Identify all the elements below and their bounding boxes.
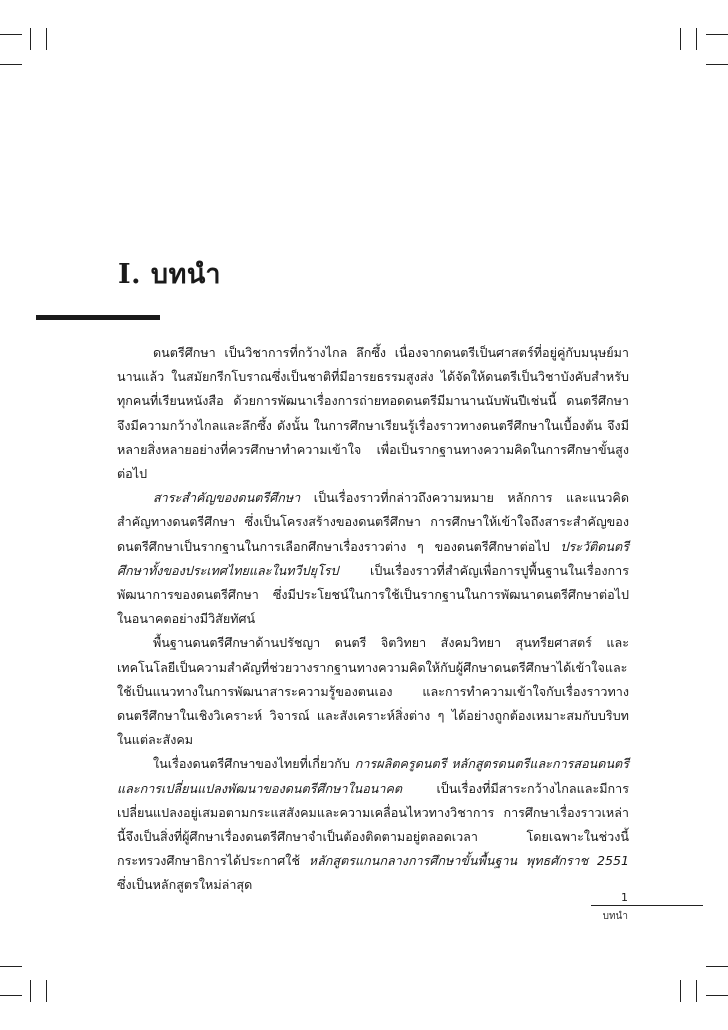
paragraph-thai-music-education — [117, 752, 629, 897]
italic-term: หลักสูตรแกนกลางการศึกษาขั้นพื้นฐาน พุทธศักราช 2551 — [308, 853, 630, 869]
text-run: ดนตรีศึกษา เป็นวิชาการที่กว้างไกล ลึกซึ้ง เนื่องจากดนตรีเป็นศาสตร์ที่อยู่คู่กับมนุษย์มานานแล้ว ในสมัยกรีกโบราณซึ่งเป็นชาติที่มีอารยธรรมสูงส่ง ได้จัดให้ดนตรีเป็นวิชาบังคับสำหรับทุกคนที่เรียนหนังสือ ด้วยการพัฒนาเรื่องการถ่ายทอดดนตรีมีมานานนับพันปีเช่นนี้ ดนตรีศึกษาจึงมีความกว้างไกลและลึกซึ้ง ดังนั้น ในการศึกษาเรียนรู้เรื่องราวทางดนตรีศึกษาในเบื้องต้น จึงมีหลายสิ่งหลายอย่างที่ควรศึกษาทำความเข้าใจ เพื่อเป็นรากฐานทางความคิดในการศึกษาขั้นสูงต่อไป — [117, 345, 629, 482]
italic-term: ประวัติดนตรีศึกษาทั้งของประเทศไทยและในทวีปยุโรป — [117, 538, 629, 578]
crop-mark — [46, 980, 47, 1002]
crop-mark — [696, 980, 697, 1002]
chapter-title: I. บทนำ — [118, 259, 221, 290]
crop-mark — [30, 980, 31, 1002]
text-run: เป็นเรื่องราวที่กล่าวถึงความหมาย หลักการ และแนวคิดสำคัญทางดนตรีศึกษา ซึ่งเป็นโครงสร้างของดนตรีศึกษา การศึกษาให้เข้าใจถึงสาระสำคัญของดนตรีศึกษาเป็นรากฐานในการเลือกศึกษาเรื่องราวต่าง ๆ ของดนตรีศึกษาต่อไป — [117, 490, 629, 554]
crop-mark — [0, 64, 22, 65]
crop-mark — [0, 995, 22, 996]
crop-mark — [0, 966, 22, 967]
paragraph-intro — [117, 341, 629, 486]
running-footer: บทนำ — [602, 911, 628, 922]
crop-mark — [680, 980, 681, 1002]
footer-rule — [591, 905, 703, 906]
crop-mark — [0, 34, 22, 35]
crop-mark — [680, 28, 681, 50]
paragraph-foundations — [117, 631, 629, 752]
crop-mark — [696, 28, 697, 50]
text-run: เป็นเรื่องราวที่สำคัญเพื่อการปูพื้นฐานในเรื่องการพัฒนาการของดนตรีศึกษา ซึ่งมีประโยชน์ในการใช้เป็นรากฐานในการพัฒนาดนตรีศึกษาต่อไปในอนาคตอย่างมีวิสัยทัศน์ — [117, 562, 629, 627]
crop-mark — [46, 28, 47, 50]
crop-mark — [706, 966, 728, 967]
page-number: 1 — [621, 891, 628, 904]
crop-mark — [706, 995, 728, 996]
text-run: เป็นเรื่องที่มีสาระกว้างไกลและมีการเปลี่ยนแปลงอยู่เสมอตามกระแสสังคมและความเคลื่อนไหวทางวิชาการ การศึกษาเรื่องราวเหล่านี้จึงเป็นสิ่งที่ผู้ศึกษาเรื่องดนตรีศึกษาจำเป็นต้องติดตามอยู่ตลอดเวลา โดยเฉพาะในช่วงนี้กระทรวงศึกษาธิการได้ประกาศใช้ — [117, 780, 629, 869]
body-text — [117, 341, 629, 898]
text-run: ซึ่งเป็นหลักสูตรใหม่ล่าสุด — [117, 877, 253, 893]
crop-mark — [706, 64, 728, 65]
italic-term: สาระสำคัญของดนตรีศึกษา — [153, 490, 301, 506]
text-run: ในเรื่องดนตรีศึกษาของไทยที่เกี่ยวกับ — [153, 756, 355, 772]
title-rule — [36, 315, 160, 320]
crop-mark — [30, 28, 31, 50]
text-run: พื้นฐานดนตรีศึกษาด้านปรัชญา ดนตรี จิตวิทยา สังคมวิทยา สุนทรียศาสตร์ และเทคโนโลยีเป็นความสำคัญที่ช่วยวางรากฐานทางความคิดให้กับผู้ศึกษาดนตรีศึกษาได้เข้าใจและใช้เป็นแนวทางในการพัฒนาสาระความรู้ของตนเอง และการทำความเข้าใจกับเรื่องราวทางดนตรีศึกษาในเชิงวิเคราะห์ วิจารณ์ และสังเคราะห์สิ่งต่าง ๆ ได้อย่างถูกต้องเหมาะสมกับบริบทในแต่ละสังคม — [117, 635, 629, 748]
paragraph-essentials-history — [117, 486, 629, 631]
crop-mark — [706, 34, 728, 35]
italic-term: การผลิตครูดนตรี หลักสูตรดนตรีและการสอนดนตรีและการเปลี่ยนแปลงพัฒนาของดนตรีศึกษาในอนาคต — [117, 756, 629, 796]
